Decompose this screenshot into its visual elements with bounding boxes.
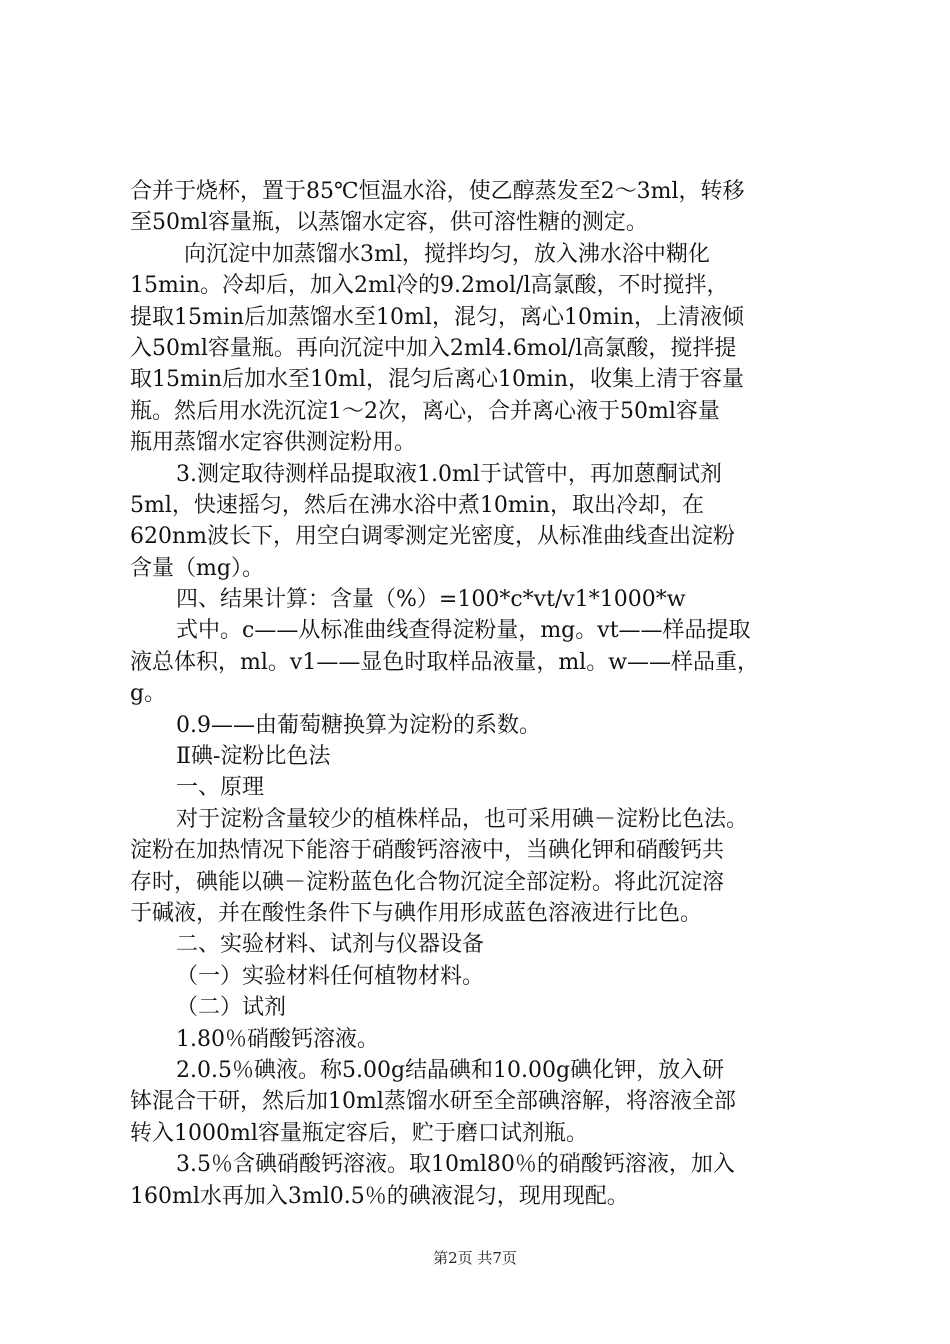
list-item: 2.0.5％碘液。称5.00g结晶碘和10.00g碘化钾，放入研 (176, 1057, 725, 1083)
section-heading: 四、结果计算：含量（%）=100*c*vt/v1*1000*w (176, 587, 686, 613)
paragraph-start: 0.9——由葡萄糖换算为淀粉的系数。 (176, 712, 541, 738)
page-footer: 第2页 共7页 (433, 1249, 517, 1267)
text-line: 5ml，快速摇匀，然后在沸水浴中煮10min，取出冷却，在 (130, 492, 704, 518)
text-line: 瓶用蒸馏水定容供测淀粉用。 (130, 430, 417, 456)
list-item: 3.5％含碘硝酸钙溶液。取10ml80％的硝酸钙溶液，加入 (176, 1152, 735, 1178)
paragraph-start: 对于淀粉含量较少的植株样品，也可采用碘－淀粉比色法。 (176, 806, 749, 832)
text-line: 于碱液，并在酸性条件下与碘作用形成蓝色溶液进行比色。 (130, 900, 703, 926)
text-line: 160ml水再加入3ml0.5％的碘液混匀，现用现配。 (130, 1183, 629, 1209)
text-line: g。 (130, 681, 167, 707)
text-line: 合并于烧杯，置于85℃恒温水浴，使乙醇蒸发至2～3ml，转移 (130, 179, 745, 204)
paragraph-start: 3.测定取待测样品提取液1.0ml于试管中，再加蒽酮试剂 (176, 461, 722, 487)
list-item: 1.80％硝酸钙溶液。 (176, 1026, 379, 1052)
paragraph-start: 式中。c——从标准曲线查得淀粉量，mg。vt——样品提取 (176, 618, 751, 644)
text-line: 提取15min后加蒸馏水至10ml，混匀，离心10min，上清液倾 (130, 304, 745, 330)
section-heading: Ⅱ碘-淀粉比色法 (176, 744, 331, 770)
text-line: 液总体积，ml。v1——显色时取样品液量，ml。w——样品重， (130, 649, 760, 675)
document-body (130, 176, 830, 1212)
text-line: 取15min后加水至10ml，混匀后离心10min，收集上清于容量 (130, 367, 745, 393)
text-line: 620nm波长下，用空白调零测定光密度，从标准曲线查出淀粉 (130, 524, 736, 550)
text-line: 15min。冷却后，加入2ml冷的9.2mol/l高氯酸，不时搅拌， (130, 273, 729, 299)
section-heading: 一、原理 (176, 775, 265, 801)
text-line: 淀粉在加热情况下能溶于硝酸钙溶液中，当碘化钾和硝酸钙共 (130, 838, 725, 864)
text-line: 钵混合干研，然后加10ml蒸馏水研至全部碘溶解，将溶液全部 (130, 1089, 736, 1115)
text-line: 瓶。然后用水洗沉淀1～2次，离心，合并离心液于50ml容量 (130, 398, 720, 424)
text-line: 至50ml容量瓶，以蒸馏水定容，供可溶性糖的测定。 (130, 210, 648, 236)
section-heading: 二、实验材料、试剂与仪器设备 (176, 932, 485, 958)
text-line: 存时，碘能以碘－淀粉蓝色化合物沉淀全部淀粉。将此沉淀溶 (130, 869, 725, 895)
text-line: 含量（mg）。 (130, 555, 264, 581)
subsection-heading: （二）试剂 (176, 995, 287, 1021)
text-line: 入50ml容量瓶。再向沉淀中加入2ml4.6mol/l高氯酸，搅拌提 (130, 335, 737, 361)
paragraph-start: 向沉淀中加蒸馏水3ml，搅拌均匀，放入沸水浴中糊化 (184, 241, 710, 267)
subsection-heading: （一）实验材料任何植物材料。 (176, 963, 485, 989)
text-line: 转入1000ml容量瓶定容后，贮于磨口试剂瓶。 (130, 1120, 588, 1146)
